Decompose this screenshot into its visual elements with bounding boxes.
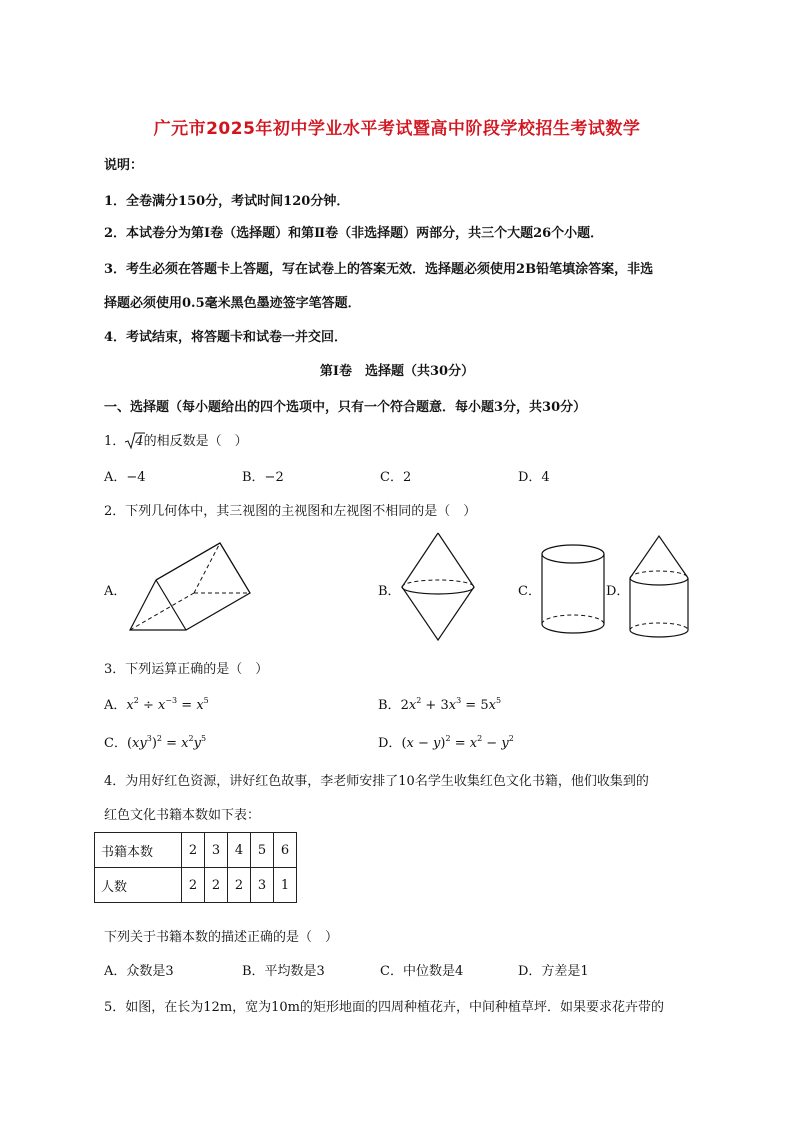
exam-title: 广元市2025年初中学业水平考试暨高中阶段学校招生考试数学 — [153, 119, 641, 139]
question-2: 2．下列几何体中，其三视图的主视图和左视图不相同的是（ ） — [104, 504, 477, 519]
question-4-prompt: 下列关于书籍本数的描述正确的是（ ） — [104, 930, 339, 945]
q3-option-a: A．$x^2 \div x^{-3} = x^5$ — [104, 696, 209, 713]
sqrt-symbol — [125, 434, 143, 449]
q2-label-d: D． — [606, 584, 630, 599]
table-header-people: 人数 — [95, 868, 182, 903]
book-count-table — [94, 832, 297, 903]
double-cone-figure — [398, 530, 478, 642]
instruction-4: 4．考试结束，将答题卡和试卷一并交回． — [104, 330, 348, 345]
question-1 — [104, 430, 248, 449]
radical-sign-icon — [125, 432, 145, 450]
q1-option-b: B．−2 — [242, 470, 284, 485]
q2-label-c: C． — [518, 584, 541, 599]
table-cell: 2 — [182, 833, 205, 868]
table-cell: 3 — [205, 833, 228, 868]
question-4-line1: 4．为用好红色资源，讲好红色故事，李老师安排了10名学生收集红色文化书籍，他们收集到的 — [104, 774, 649, 789]
table-cell: 4 — [228, 833, 251, 868]
question-5: 5．如图，在长为12m，宽为10m的矩形地面的四周种植花卉，中间种植草坪．如果要求花卉带的 — [104, 1000, 665, 1015]
q1-radicand: 4 — [135, 434, 144, 449]
q2-label-b: B． — [378, 584, 401, 599]
table-header-books: 书籍本数 — [95, 833, 182, 868]
q3-option-b: B．$2x^2 + 3x^3 = 5x^5$ — [378, 696, 502, 713]
table-cell: 2 — [205, 868, 228, 903]
table-row — [95, 833, 297, 868]
table-cell: 2 — [228, 868, 251, 903]
q1-option-d: D．4 — [518, 470, 550, 485]
table-row — [95, 868, 297, 903]
q1-prefix: 1． — [104, 434, 126, 449]
q4-option-d: D．方差是1 — [518, 964, 589, 979]
section-heading: 第Ⅰ卷 选择题（共30分） — [319, 364, 475, 379]
instructions-heading: 说明： — [104, 158, 144, 173]
q4-option-c: C．中位数是4 — [380, 964, 464, 979]
instruction-2: 2．本试卷分为第Ⅰ卷（选择题）和第Ⅱ卷（非选择题）两部分，共三个大题26个小题． — [104, 226, 604, 241]
table-cell: 6 — [274, 833, 297, 868]
instruction-3: 3．考生必须在答题卡上答题，写在试卷上的答案无效．选择题必须使用2B铅笔填涂答案，非选 — [104, 262, 654, 277]
cone-on-cylinder-figure — [624, 534, 694, 640]
table-cell: 3 — [251, 868, 274, 903]
triangular-prism-figure — [120, 540, 260, 635]
q1-option-a: A．−4 — [104, 470, 146, 485]
table-cell: 1 — [274, 868, 297, 903]
q3-option-c: C．$(xy^3)^2 = x^2y^5$ — [104, 734, 207, 751]
cylinder-figure — [538, 542, 608, 638]
part-heading: 一、选择题（每小题给出的四个选项中，只有一个符合题意．每小题3分，共30分） — [104, 400, 587, 415]
instruction-3-cont: 择题必须使用0.5毫米黑色墨迹签字笔答题． — [104, 296, 361, 311]
q2-label-a: A． — [104, 584, 127, 599]
question-3: 3．下列运算正确的是（ ） — [104, 662, 269, 677]
q4-option-a: A．众数是3 — [104, 964, 174, 979]
q4-option-b: B．平均数是3 — [242, 964, 325, 979]
q3-option-d: D．$(x - y)^2 = x^2 - y^2$ — [378, 734, 514, 751]
question-4-line2: 红色文化书籍本数如下表： — [104, 808, 261, 823]
instruction-1: 1．全卷满分150分，考试时间120分钟． — [104, 194, 350, 209]
table-cell: 2 — [182, 868, 205, 903]
table-cell: 5 — [251, 833, 274, 868]
q1-option-c: C．2 — [380, 470, 412, 485]
q1-suffix: 的相反数是（ ） — [143, 434, 248, 449]
